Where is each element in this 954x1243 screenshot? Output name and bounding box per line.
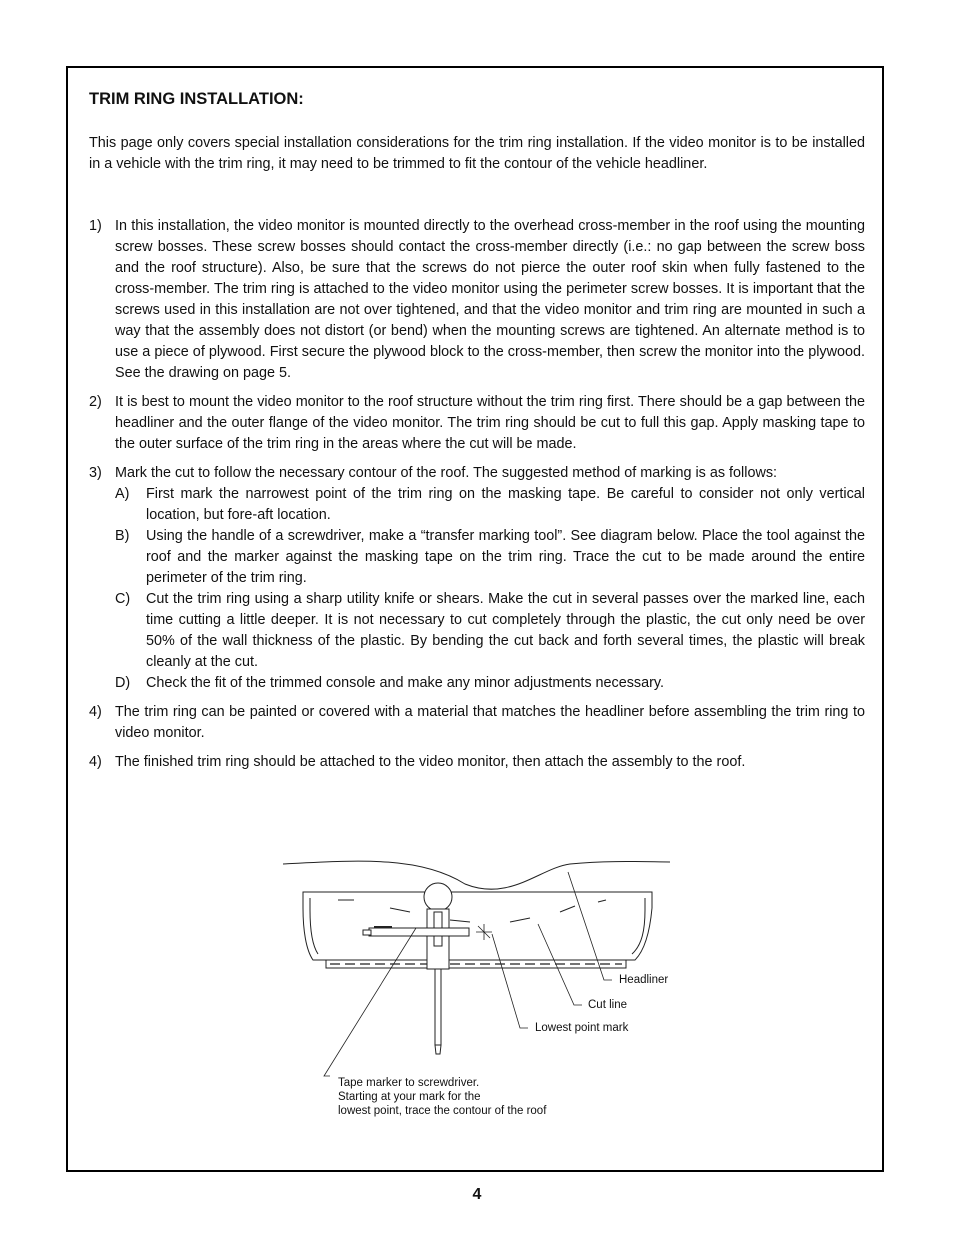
substep-item: [115, 484, 865, 526]
list-item: [89, 392, 865, 455]
cut-line: [338, 900, 606, 922]
cut-line-label: Cut line: [588, 999, 627, 1011]
roof-contour-line: [283, 861, 670, 889]
tape-marker-tip: [363, 930, 371, 935]
substep-letter: B): [115, 528, 130, 544]
tape-marker-label-line1: Tape marker to screwdriver.: [338, 1077, 480, 1089]
list-item: [89, 463, 865, 694]
intro-paragraph: This page only covers special installation considerations for the trim ring installation. If the video monitor is to be installed in a vehicle with the trim ring, it may need to be trimmed to fit the contour of the vehicle headliner.: [89, 135, 865, 172]
page-number: 4: [472, 1186, 482, 1203]
substep-text: Check the fit of the trimmed console and make any minor adjustments necessary.: [146, 675, 665, 691]
trim-ring-inner: [310, 898, 318, 954]
substep-item: [115, 673, 865, 694]
substep-text: Cut the trim ring using a sharp utility knife or shears. Make the cut in several passes over the marked line, each time cutting a little deeper. It is not necessary to cut completely through the plastic, the cut only need be over 50% of the wall thickness of the plastic. By bending the cut back and forth several times, the plastic will break cleanly at the cut.: [146, 591, 865, 670]
transfer-marking-diagram: [270, 850, 690, 1130]
lowest-point-mark: [476, 924, 492, 940]
lowest-point-leader: [492, 934, 528, 1028]
lowest-point-label: Lowest point mark: [535, 1022, 629, 1034]
screwdriver-shaft: [435, 969, 441, 1045]
step-number: 3): [89, 465, 102, 481]
screwdriver-handle-ball: [424, 883, 452, 911]
step-text: It is best to mount the video monitor to the roof structure without the trim ring first. There should be a gap between the headliner and the outer flange of the video monitor. The trim ring should be cut to full this gap. Apply masking tape to the outer surface of the trim ring in the areas where the cut will be made.: [115, 394, 865, 452]
step-number: 2): [89, 394, 102, 410]
screwdriver-handle: [427, 909, 449, 969]
monitor-flange: [326, 960, 626, 968]
tape-marker-label-line2: Starting at your mark for the: [338, 1091, 481, 1103]
list-item: [89, 752, 865, 773]
substep-letter: A): [115, 486, 130, 502]
list-item: [89, 216, 865, 384]
instruction-list: [89, 216, 865, 781]
section-title: TRIM RING INSTALLATION:: [89, 90, 304, 108]
screwdriver-tip: [435, 1045, 441, 1054]
tape-marker: [369, 928, 469, 936]
trim-ring-inner-right: [632, 898, 645, 954]
step-text: The finished trim ring should be attached to the video monitor, then attach the assembly to the roof.: [115, 754, 746, 770]
step-text: Mark the cut to follow the necessary contour of the roof. The suggested method of marking is as follows:: [115, 465, 778, 481]
tape-marker-label-line3: lowest point, trace the contour of the roof: [338, 1105, 547, 1117]
trim-ring-outline: [303, 892, 652, 960]
substep-text: Using the handle of a screwdriver, make a “transfer marking tool”. See diagram below. Place the tool against the roof and the marker against the masking tape on the trim ring. Trace the cut to be made around the entire perimeter of the trim ring.: [146, 528, 865, 586]
step-number: 4): [89, 704, 102, 720]
list-item: [89, 702, 865, 744]
step-number: 4): [89, 754, 102, 770]
substep-letter: D): [115, 675, 131, 691]
tape-marker-leader: [324, 928, 416, 1076]
headliner-label: Headliner: [619, 974, 669, 986]
substep-item: [115, 589, 865, 673]
substep-text: First mark the narrowest point of the trim ring on the masking tape. Be careful to consider not only vertical location, but fore-aft location.: [146, 486, 865, 523]
substep-letter: C): [115, 591, 131, 607]
step-number: 1): [89, 218, 102, 234]
step-text: In this installation, the video monitor is mounted directly to the overhead cross-member in the roof using the mounting screw bosses. These screw bosses should contact the cross-member directly (i.e.: no gap between the screw boss and the roof structure). Also, be sure that the screws do not pierce the outer roof skin when fully fastened to the cross-member. The trim ring is attached to the video monitor using the perimeter screw bosses. It is important that the screws used in this installation are not over tightened, and that the video monitor and trim ring are mounted in such a way that the assembly does not distort (or bend) when the mounting screws are tightened. An alternate method is to use a piece of plywood. First secure the plywood block to the cross-member, then screw the monitor into the plywood. See the drawing on page 5.: [115, 218, 865, 381]
substep-item: [115, 526, 865, 589]
step-text: The trim ring can be painted or covered with a material that matches the headliner before assembling the trim ring to video monitor.: [115, 704, 865, 741]
